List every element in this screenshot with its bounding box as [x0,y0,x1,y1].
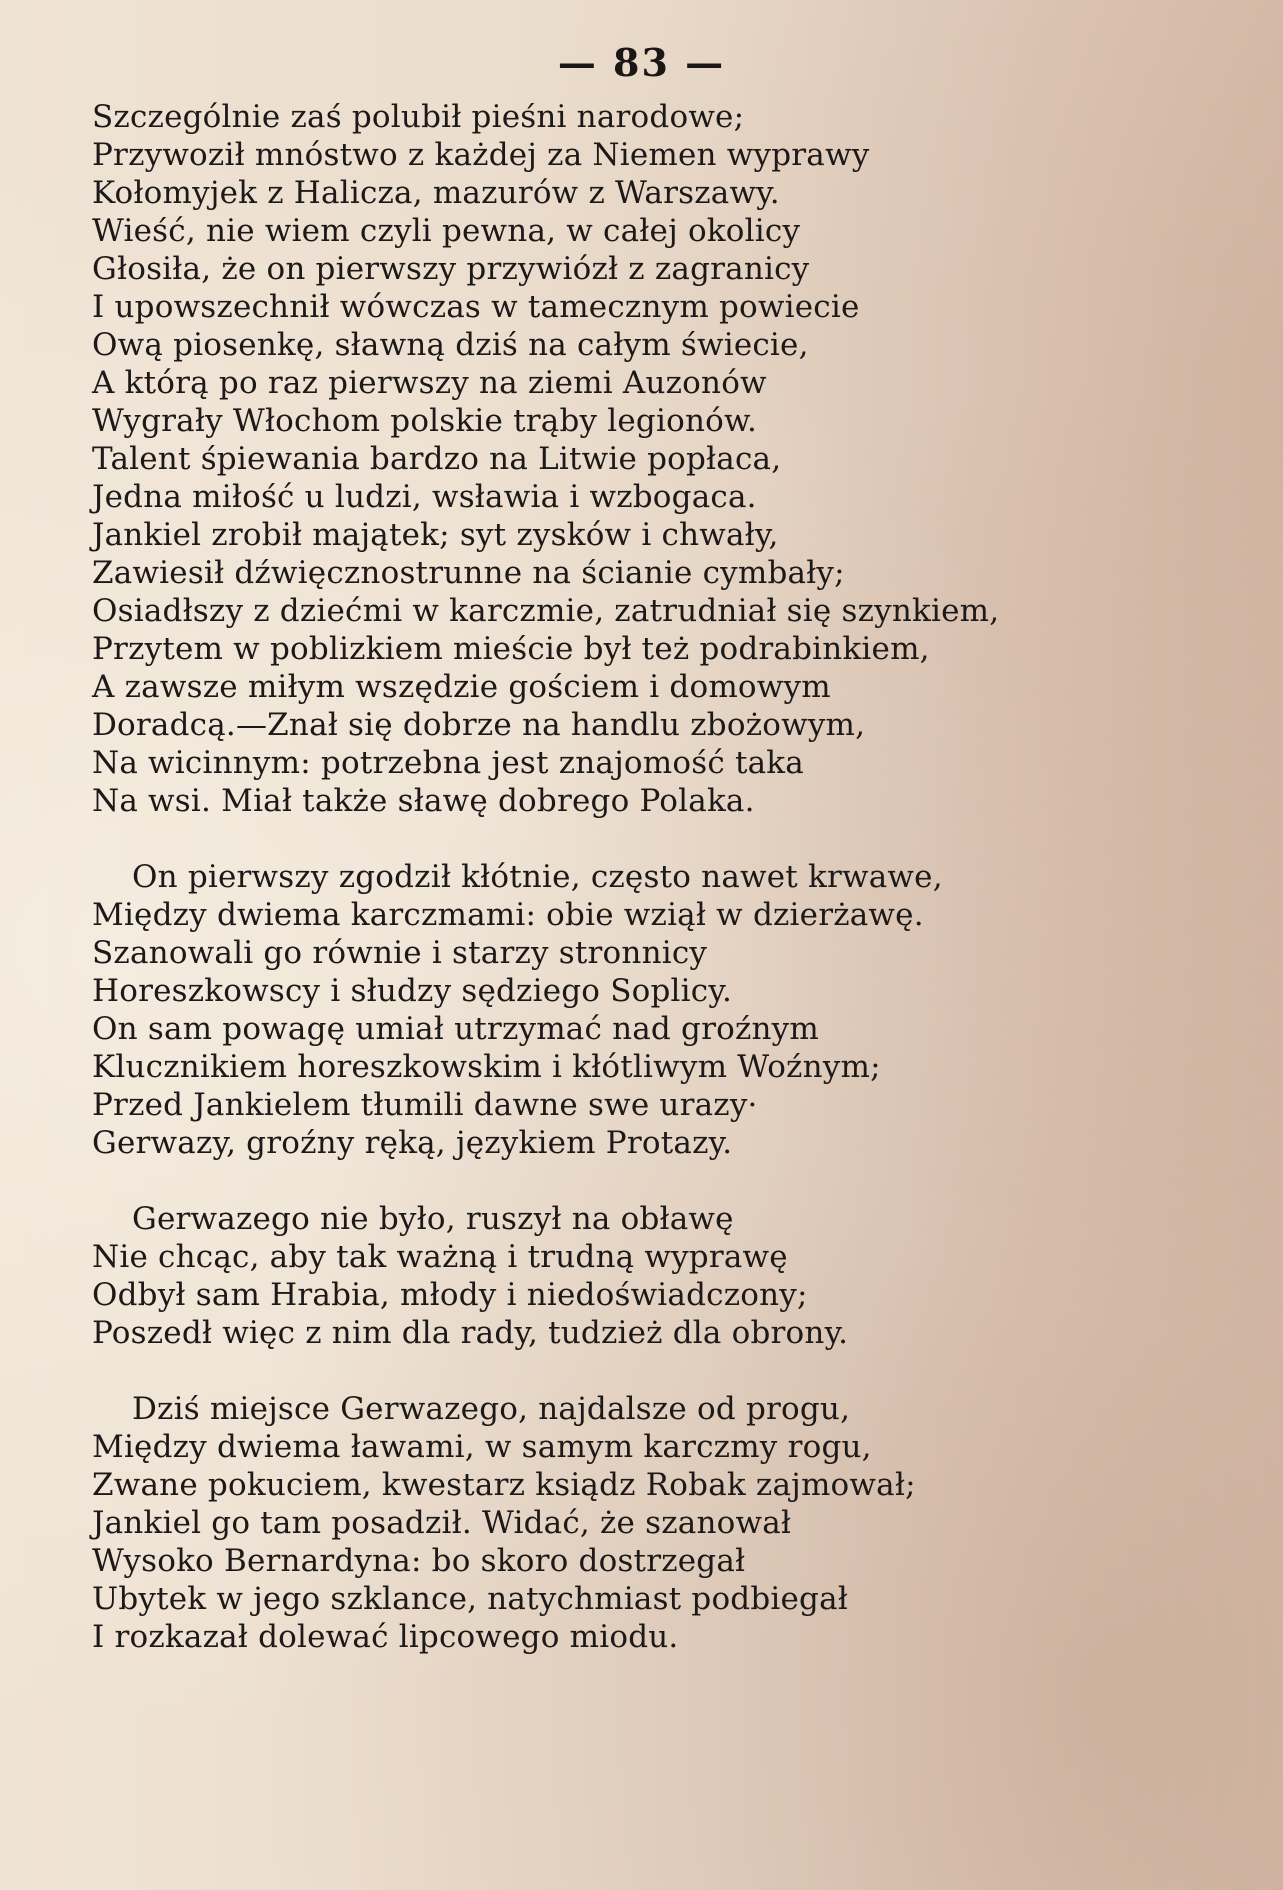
verse-line: Nie chcąc, aby tak ważną i trudną wyprawę [92,1239,788,1275]
verse-line: Kołomyjek z Halicza, mazurów z Warszawy. [92,175,780,211]
verse-line: I rozkazał dolewać lipcowego miodu. [92,1619,679,1655]
verse-line: Gerwazego nie było, ruszył na obławę [132,1201,734,1237]
verse-line: Zwane pokuciem, kwestarz ksiądz Robak zajmował; [92,1467,916,1503]
verse-line: Między dwiema ławami, w samym karczmy rogu, [92,1429,872,1465]
verse-line: Ubytek w jego szklance, natychmiast podbiegał [92,1581,849,1617]
verse-line: Na wicinnym: potrzebna jest znajomość taka [92,745,804,781]
verse-line: Przywoził mnóstwo z każdej za Niemen wyprawy [92,137,870,173]
verse-line: Szanowali go równie i starzy stronnicy [92,935,708,971]
verse-line: Horeszkowscy i słudzy sędziego Soplicy. [92,973,733,1009]
verse-line: Wysoko Bernardyna: bo skoro dostrzegał [92,1543,746,1579]
verse-line: Szczególnie zaś polubił pieśni narodowe; [92,99,745,135]
verse-line: Poszedł więc z nim dla rady, tudzież dla obrony. [92,1315,849,1351]
stanza-1 [92,98,1262,820]
verse-line: Doradcą.—Znał się dobrze na handlu zbożowym, [92,707,866,743]
verse-line: Wygrały Włochom polskie trąby legionów. [92,403,758,439]
verse-line: Głosiła, że on pierwszy przywiózł z zagranicy [92,251,810,287]
verse-line: Na wsi. Miał także sławę dobrego Polaka. [92,783,755,819]
stanza-4 [92,1390,1262,1656]
verse-line: Talent śpiewania bardzo na Litwie popłaca, [92,441,782,477]
verse-line: Gerwazy, groźny ręką, językiem Protazy. [92,1125,733,1161]
verse-line: I upowszechnił wówczas w tamecznym powiecie [92,289,860,325]
verse-line: Wieść, nie wiem czyli pewna, w całej okolicy [92,213,801,249]
verse-line: Między dwiema karczmami: obie wziął w dzierżawę. [92,897,924,933]
verse-line: Dziś miejsce Gerwazego, najdalsze od progu, [132,1391,851,1427]
verse-line: Jankiel zrobił majątek; syt zysków i chwały, [92,517,779,553]
verse-line: Zawiesił dźwięcznostrunne na ścianie cymbały; [92,555,845,591]
verse-line: Ową piosenkę, sławną dziś na całym świecie, [92,327,809,363]
stanza-3 [92,1200,1262,1352]
page-number: — 83 — [557,40,726,85]
verse-line: A zawsze miłym wszędzie gościem i domowym [92,669,831,705]
verse-line: On sam powagę umiał utrzymać nad groźnym [92,1011,819,1047]
verse-line: Przytem w poblizkiem mieście był też podrabinkiem, [92,631,930,667]
stanza-2 [92,858,1262,1162]
verse-line: Jedna miłość u ludzi, wsławia i wzbogaca. [92,479,757,515]
verse-line: Przed Jankielem tłumili dawne swe urazy· [92,1087,758,1123]
verse-line: On pierwszy zgodził kłótnie, często nawet krwawe, [132,859,943,895]
verse-line: Klucznikiem horeszkowskim i kłótliwym Woźnym; [92,1049,881,1085]
verse-line: Osiadłszy z dziećmi w karczmie, zatrudniał się szynkiem, [92,593,1000,629]
poem-text [92,98,1262,1694]
verse-line: A którą po raz pierwszy na ziemi Auzonów [92,365,767,401]
verse-line: Jankiel go tam posadził. Widać, że szanował [92,1505,792,1541]
verse-line: Odbył sam Hrabia, młody i niedoświadczony; [92,1277,808,1313]
